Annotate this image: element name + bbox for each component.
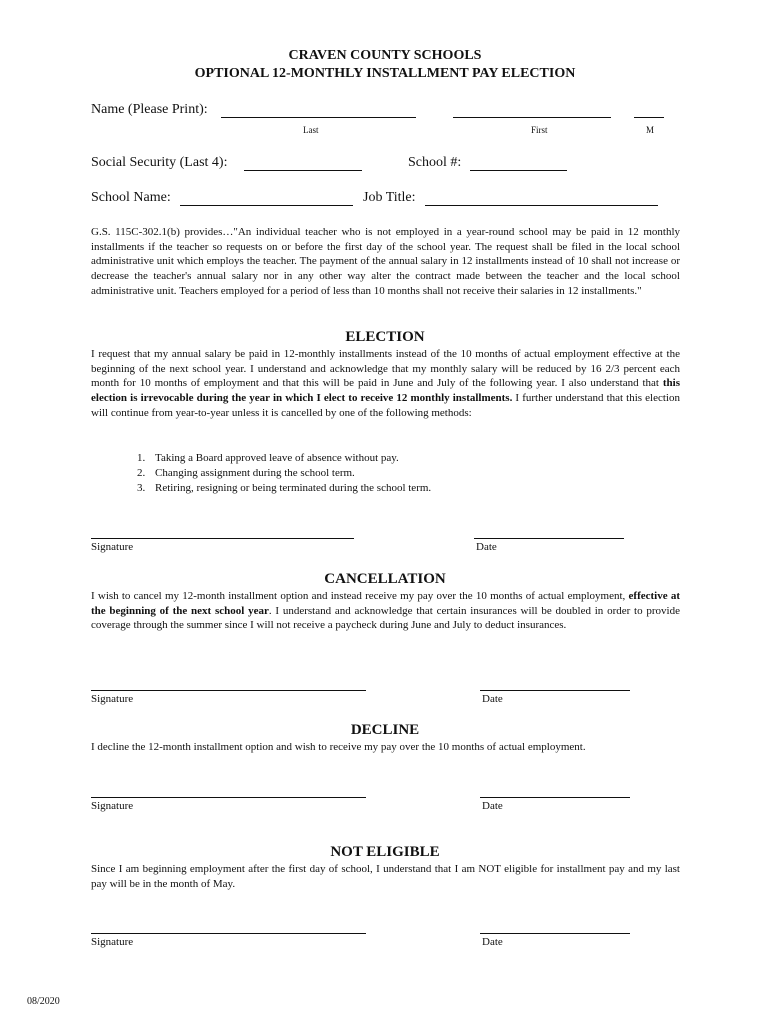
election-date-line[interactable] [474,538,624,539]
school-number-label: School #: [408,155,462,170]
school-name-label: School Name: [91,190,171,205]
ssn-field[interactable] [244,170,362,171]
cancellation-signature-label: Signature [91,693,134,705]
list-item: 2. Changing assignment during the school term. [137,467,355,479]
not-eligible-heading: NOT ELIGIBLE [330,844,440,860]
job-title-field[interactable] [425,205,658,206]
decline-date-line[interactable] [480,797,630,798]
school-number-field[interactable] [470,170,567,171]
not-eligible-date-line[interactable] [480,933,630,934]
decline-heading: DECLINE [350,722,420,738]
election-paragraph [91,347,680,421]
election-signature-label: Signature [91,541,134,553]
decline-signature-label: Signature [91,800,134,812]
cancellation-heading: CANCELLATION [324,571,446,587]
decline-signature-line[interactable] [91,797,366,798]
election-text-a: I request that my annual salary be paid in 12-monthly installments instead of the 10 months of actual employment effective at the beginning of the next school year. I understand and acknowledge that my monthly salary will be reduced by 16 2/3 percent each month for 10 months of employment and that this will be paid in June and July of the following year. I also understand that [91,348,680,390]
election-text-bold: this election is irrevocable during the year in which I elect to receive 12 monthly installments. [91,377,680,405]
first-name-field[interactable] [453,117,611,118]
last-name-field[interactable] [221,117,416,118]
document-title-line2: OPTIONAL 12-MONTHLY INSTALLMENT PAY ELECTION [194,66,576,81]
not-eligible-date-label: Date [482,936,503,948]
document-title-line1: CRAVEN COUNTY SCHOOLS [288,48,482,63]
cancellation-text-a: I wish to cancel my 12-month installment option and instead receive my pay over the 10 months of actual employment, [91,590,629,602]
decline-paragraph: I decline the 12-month installment option and wish to receive my pay over the 10 months of actual employment. [91,741,586,753]
not-eligible-signature-label: Signature [91,936,134,948]
decline-date-label: Date [482,800,503,812]
school-name-field[interactable] [180,205,353,206]
list-item: 3. Retiring, resigning or being terminated during the school term. [137,482,432,494]
cancellation-date-label: Date [482,693,503,705]
revision-date: 08/2020 [27,996,60,1007]
election-signature-line[interactable] [91,538,354,539]
cancellation-paragraph [91,589,680,633]
cancellation-date-line[interactable] [480,690,630,691]
not-eligible-paragraph: Since I am beginning employment after the first day of school, I understand that I am NOT eligible for installment pay and my last pay will be in the month of May. [91,863,680,890]
middle-initial-field[interactable] [634,117,664,118]
election-date-label: Date [476,541,497,553]
cancellation-methods-list [137,451,431,496]
election-heading: ELECTION [345,329,425,345]
cancellation-text-b: . I understand and acknowledge that certain insurances will be doubled in order to provide coverage through the summer since I will not receive a paycheck during June and July to deduct insurances. [91,604,680,632]
first-caption: First [531,125,548,135]
list-item: 1. Taking a Board approved leave of absence without pay. [137,452,399,464]
middle-caption: M [646,125,655,135]
job-title-label: Job Title: [363,190,416,205]
cancellation-signature-line[interactable] [91,690,366,691]
name-label: Name (Please Print): [91,102,208,117]
election-text-b: I further understand that this election will continue from year-to-year unless it is cancelled by one of the following methods: [91,392,680,419]
statute-paragraph: G.S. 115C-302.1(b) provides…"An individual teacher who is not employed in a year-round school may be paid in 12 monthly installments if the teacher so requests on or before the first day of the school year. The request shall be filed in the local school administrative unit which employs the teacher. The payment of the annual salary in 12 installments instead of 10 shall not increase or decrease the teacher's annual salary nor in any other way alter the contract made between the teacher and the local school administrative unit. Teachers employed for a period of less than 10 months shall not receive their salaries in 12 installments." [91,226,680,297]
cancellation-text-bold: effective at the beginning of the next school year [91,590,680,617]
last-caption: Last [303,125,319,135]
ssn-label: Social Security (Last 4): [91,155,228,170]
not-eligible-signature-line[interactable] [91,933,366,934]
